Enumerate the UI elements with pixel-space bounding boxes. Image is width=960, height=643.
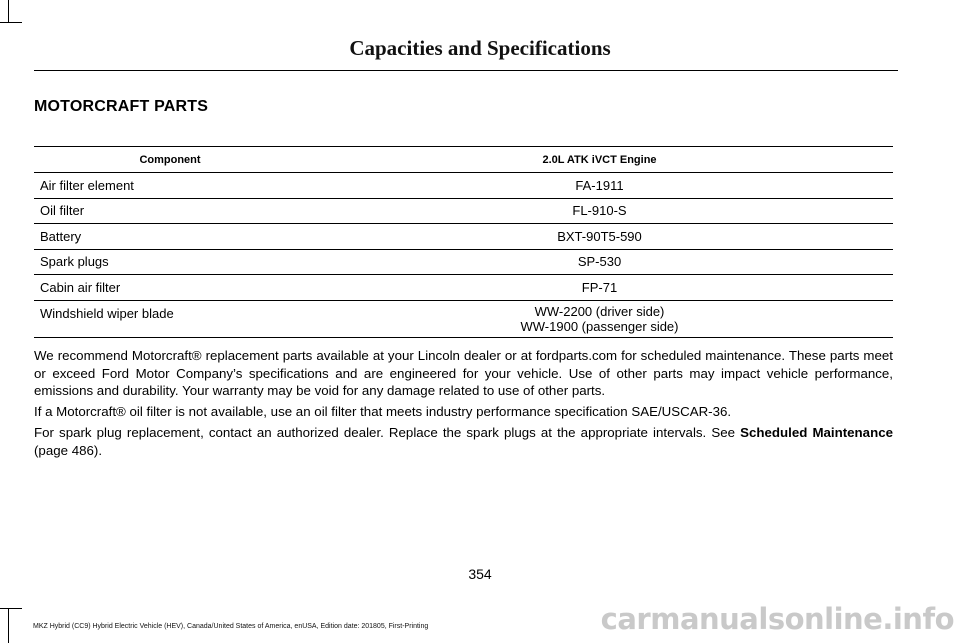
component-cell: Cabin air filter <box>34 275 306 301</box>
page-number: 354 <box>468 566 492 582</box>
part-number-cell: FL-910-S <box>306 198 893 224</box>
page-header-title: Capacities and Specifications <box>349 36 611 60</box>
part-number-line: WW-1900 (passenger side) <box>520 318 679 334</box>
part-number-cell: FP-71 <box>306 275 893 301</box>
part-number-cell <box>306 300 893 337</box>
table-row <box>34 249 893 275</box>
component-cell: Windshield wiper blade <box>34 300 306 337</box>
body-paragraph: If a Motorcraft® oil filter is not available, use an oil filter that meets industry performance specification SAE/USCAR-36. <box>34 404 732 419</box>
component-cell: Spark plugs <box>34 249 306 275</box>
table-row <box>34 224 893 250</box>
crop-mark <box>8 608 9 643</box>
crop-mark <box>0 608 22 609</box>
table-row <box>34 173 893 199</box>
cross-reference-link[interactable]: Scheduled Maintenance <box>740 425 893 440</box>
edition-footer: MKZ Hybrid (CC9) Hybrid Electric Vehicle (HEV), Canada/United States of America, enUSA, Edition date: 201805, First-Printing <box>33 623 429 630</box>
crop-mark <box>0 22 22 23</box>
table-header-row <box>34 147 893 173</box>
body-paragraph <box>34 424 893 459</box>
component-cell: Oil filter <box>34 198 306 224</box>
part-number-cell: FA-1911 <box>306 173 893 199</box>
paragraph-text: For spark plug replacement, contact an authorized dealer. Replace the spark plugs at the appropriate intervals. See <box>34 425 741 440</box>
site-watermark: carmanualsonline.info <box>600 602 954 636</box>
component-cell: Air filter element <box>34 173 306 199</box>
header-divider <box>34 70 898 71</box>
page-reference: (page 486). <box>34 442 103 458</box>
table-row <box>34 275 893 301</box>
table-row <box>34 300 893 337</box>
column-header-engine: 2.0L ATK iVCT Engine <box>306 147 893 173</box>
table-row <box>34 198 893 224</box>
parts-table <box>34 146 893 338</box>
column-header-component: Component <box>34 147 306 173</box>
part-number-cell: SP-530 <box>306 249 893 275</box>
part-number-cell: BXT-90T5-590 <box>306 224 893 250</box>
body-paragraph: We recommend Motorcraft® replacement parts available at your Lincoln dealer or at fordparts.com for scheduled maintenance. These parts meet or exceed Ford Motor Company’s specifications and are engineered for your vehicle. Use of other parts may impact vehicle performance, emissions and durability. Your warranty may be void for any damage related to use of other parts. <box>34 348 893 398</box>
part-number-line: WW-2200 (driver side) <box>534 303 665 319</box>
crop-mark <box>8 0 9 22</box>
component-cell: Battery <box>34 224 306 250</box>
section-heading: MOTORCRAFT PARTS <box>34 98 209 115</box>
